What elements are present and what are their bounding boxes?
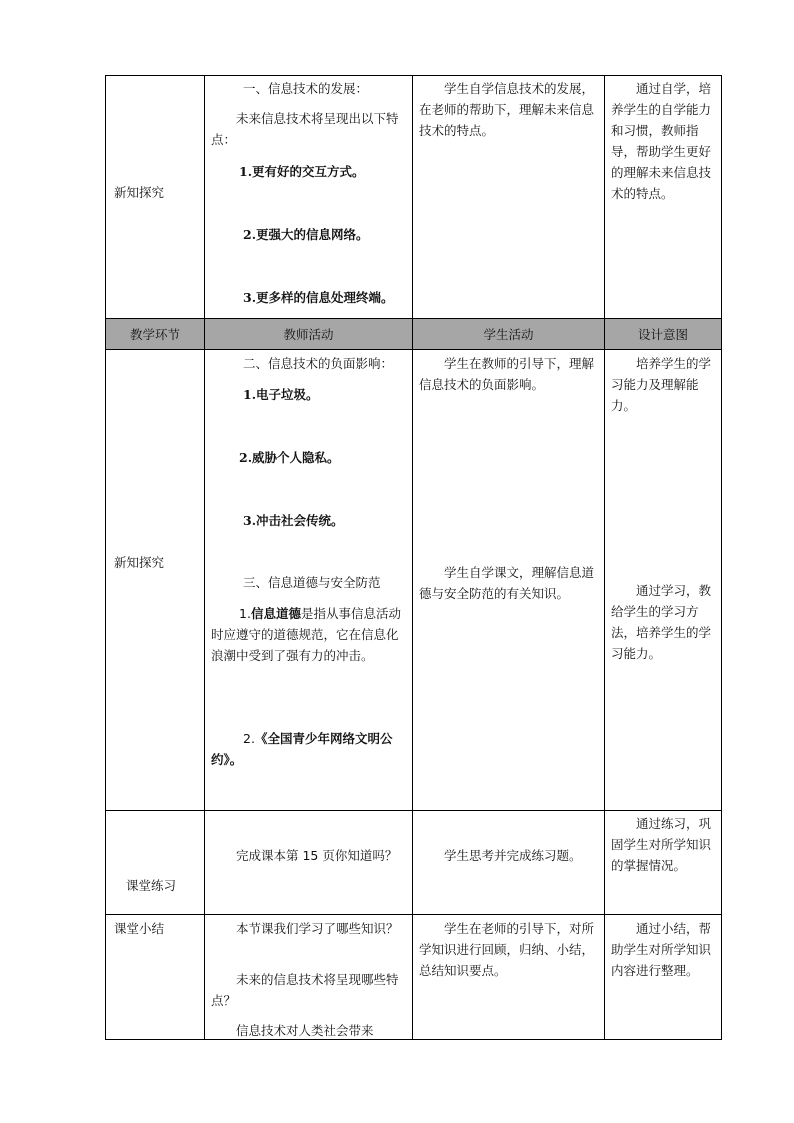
header-cell: 学生活动 — [413, 319, 605, 350]
bold-point: 1.电子垃圾。 — [243, 387, 319, 402]
section-label: 课堂练习 — [126, 878, 177, 893]
student-activity-cell — [413, 811, 605, 915]
paragraph: 未来的信息技术将呈现哪些特点？ — [211, 972, 399, 1008]
table-row — [106, 350, 722, 811]
section-cell — [106, 915, 205, 1040]
paragraph: 通过学习，教给学生的学习方法，培养学生的学习能力。 — [611, 583, 712, 661]
item-number: 1. — [239, 606, 251, 621]
teacher-activity-cell — [205, 915, 413, 1040]
paragraph: 本节课我们学习了哪些知识？ — [236, 921, 399, 936]
student-activity-cell — [413, 915, 605, 1040]
section-label: 新知探究 — [114, 555, 165, 570]
paragraph: 通过自学，培养学生的自学能力和习惯，教师指导，帮助学生更好的理解未来信息技术的特点。 — [611, 81, 712, 201]
bold-term: 信息道德 — [250, 606, 301, 621]
design-intent-cell — [605, 76, 722, 319]
paragraph: 学生自学信息技术的发展，在老师的帮助下，理解未来信息技术的特点。 — [419, 81, 595, 138]
heading: 一、信息技术的发展： — [243, 81, 369, 96]
design-intent-cell — [605, 811, 722, 915]
header-cell: 设计意图 — [605, 319, 722, 350]
table-header-row — [106, 319, 722, 350]
paragraph: 培养学生的学习能力及理解能力。 — [611, 356, 712, 413]
paragraph: 学生在老师的引导下，对所学知识进行回顾，归纳、小结，总结知识要点。 — [419, 921, 595, 978]
item-number: 2. — [243, 731, 255, 746]
item-text: 是指从事信息活动时应遵守的道德规范，它在信息化浪潮中受到了强有力的冲击。 — [211, 606, 401, 663]
teacher-activity-cell — [205, 350, 413, 811]
heading: 三、信息道德与安全防范 — [243, 575, 381, 590]
bold-point: 3.冲击社会传统。 — [243, 513, 344, 528]
bold-term: 《全国青少年网络文明公约》。 — [211, 731, 393, 767]
paragraph — [211, 603, 409, 666]
section-label: 课堂小结 — [114, 921, 165, 936]
paragraph: 信息技术对人类社会带来 — [236, 1023, 374, 1038]
lesson-plan-table — [105, 75, 722, 1040]
design-intent-cell — [605, 350, 722, 811]
teacher-activity-cell — [205, 76, 413, 319]
paragraph — [211, 728, 409, 770]
header-cell: 教学环节 — [106, 319, 205, 350]
paragraph: 完成课本第 15 页你知道吗？ — [236, 848, 398, 863]
paragraph: 未来信息技术将呈现出以下特点： — [211, 111, 399, 147]
design-intent-cell — [605, 915, 722, 1040]
paragraph: 通过练习，巩固学生对所学知识的掌握情况。 — [611, 816, 712, 873]
section-cell — [106, 76, 205, 319]
student-activity-cell — [413, 350, 605, 811]
bold-point: 3.更多样的信息处理终端。 — [243, 290, 394, 305]
section-cell — [106, 350, 205, 811]
table-row — [106, 76, 722, 319]
paragraph: 学生自学课文，理解信息道德与安全防范的有关知识。 — [419, 565, 595, 601]
table-row — [106, 811, 722, 915]
section-label: 新知探究 — [114, 185, 165, 200]
bold-point: 1.更有好的交互方式。 — [239, 164, 365, 179]
header-cell: 教师活动 — [205, 319, 413, 350]
bold-point: 2.更强大的信息网络。 — [243, 227, 369, 242]
heading: 二、信息技术的负面影响： — [243, 356, 394, 371]
bold-point: 2.威胁个人隐私。 — [239, 450, 340, 465]
table-row — [106, 915, 722, 1040]
student-activity-cell — [413, 76, 605, 319]
paragraph: 学生在教师的引导下，理解信息技术的负面影响。 — [419, 356, 595, 392]
paragraph: 学生思考并完成练习题。 — [444, 848, 582, 863]
section-cell — [106, 811, 205, 915]
paragraph: 通过小结，帮助学生对所学知识内容进行整理。 — [611, 921, 712, 978]
teacher-activity-cell — [205, 811, 413, 915]
